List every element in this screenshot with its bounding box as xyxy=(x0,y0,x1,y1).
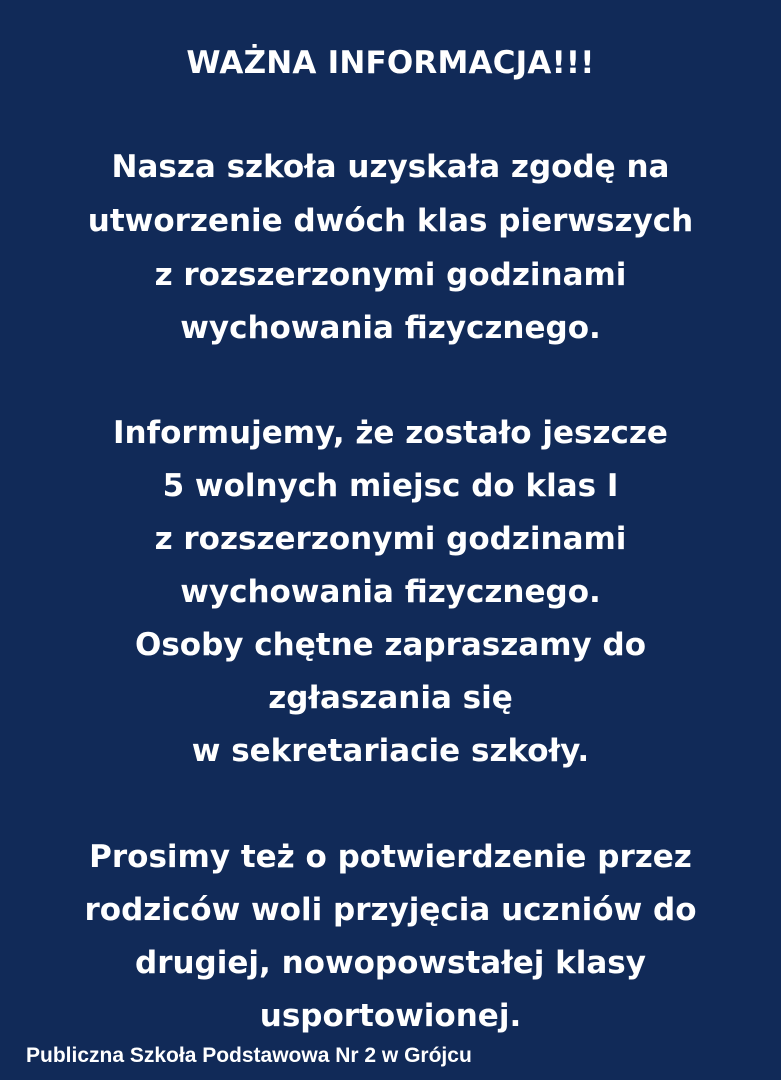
paragraph-line: zgłaszania się xyxy=(268,680,513,716)
announcement-title: WAŻNA INFORMACJA!!! xyxy=(186,45,595,81)
paragraph-line: utworzenie dwóch klas pierwszych xyxy=(87,203,694,239)
paragraph-line: z rozszerzonymi godzinami xyxy=(154,257,627,293)
paragraph-line: Nasza szkoła uzyskała zgodę na xyxy=(111,149,670,185)
paragraph-line: Informujemy, że zostało jeszcze xyxy=(113,415,668,451)
paragraph-line: wychowania fizycznego. xyxy=(180,310,601,346)
paragraph-line: Prosimy też o potwierdzenie przez xyxy=(89,839,692,875)
paragraph-line: 5 wolnych miejsc do klas I xyxy=(162,468,619,504)
paragraph-line: wychowania fizycznego. xyxy=(180,574,601,610)
school-name-footer: Publiczna Szkoła Podstawowa Nr 2 w Grójcu xyxy=(26,1044,472,1067)
paragraph-line: usportowionej. xyxy=(259,998,522,1034)
paragraph-line: z rozszerzonymi godzinami xyxy=(154,521,627,557)
paragraph-line: w sekretariacie szkoły. xyxy=(191,733,590,769)
paragraph-line: rodziców woli przyjęcia uczniów do xyxy=(84,892,697,928)
paragraph-line: Osoby chętne zapraszamy do xyxy=(134,627,647,663)
paragraph-line: drugiej, nowopowstałej klasy xyxy=(135,945,646,981)
